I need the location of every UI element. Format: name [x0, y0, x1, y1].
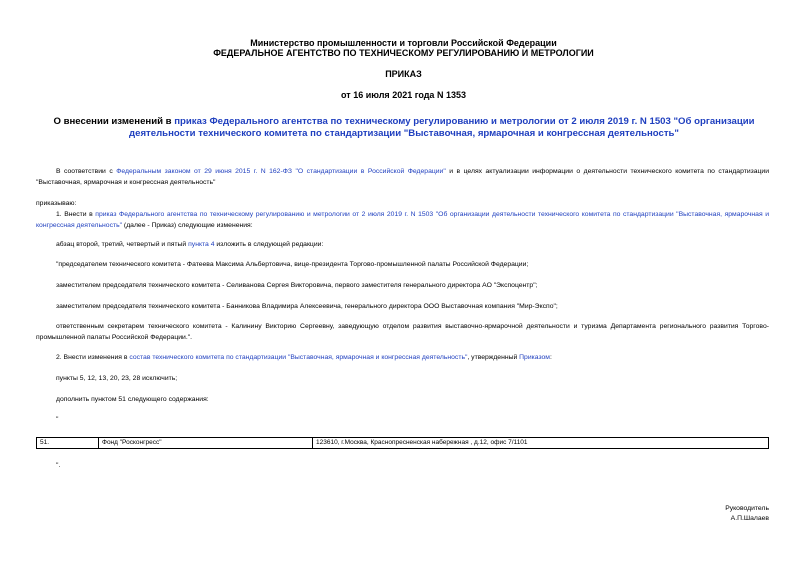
- row-address: 123610, г.Москва, Краснопресненская набережная , д.12, офис 7/1101: [316, 439, 528, 446]
- title-order-link[interactable]: приказ Федерального агентства по техническому регулированию и метрологии от 2 июля 2019 г. N 1503 "Об организации деятельности технического комитета по стандартизации "Выставочная, ярмарочная и конгрессная деятельность": [129, 116, 755, 139]
- item2-post: :: [549, 354, 552, 361]
- row-organization: Фонд "Росконгресс": [99, 438, 313, 448]
- item1-post: (далее - Приказ) следующие изменения:: [122, 222, 253, 229]
- intro-text-post: и в целях актуализации информации о деятельности технического комитета по стандартизации "Выставочная, ярмарочная и конгрессная деятельность": [36, 168, 769, 186]
- prikaz-link[interactable]: Приказом: [519, 354, 550, 361]
- quote-close: ".: [56, 462, 61, 469]
- add-paragraph: дополнить пунктом 51 следующего содержания:: [56, 396, 209, 403]
- exclude-paragraph: пункты 5, 12, 13, 20, 23, 28 исключить;: [56, 375, 178, 382]
- ministry-heading: Министерство промышленности и торговли Российской Федерации: [250, 38, 557, 48]
- federal-law-link[interactable]: Федеральным законом от 29 июня 2015 г. N 162-ФЗ "О стандартизации в Российской Федерации": [116, 168, 446, 175]
- secretary-paragraph: ответственным секретарем технического комитета - Калинину Викторию Сергеевну, заведующую отделом развития выставочно-ярмарочной деятельности и туризма Департамента регионального развития Торгово-промышленной палаты Российской Федерации.".: [36, 323, 769, 341]
- item1-pre: 1. Внести в: [56, 211, 96, 218]
- item-1: [36, 209, 769, 231]
- intro-text-pre: В соответствии с: [56, 168, 117, 175]
- doc-type: ПРИКАЗ: [385, 69, 422, 79]
- document-title: [30, 116, 778, 140]
- signature-name: А.П.Шалаев: [730, 515, 769, 522]
- agency-heading: ФЕДЕРАЛЬНОЕ АГЕНТСТВО ПО ТЕХНИЧЕСКОМУ РЕГУЛИРОВАНИЮ И МЕТРОЛОГИИ: [213, 48, 594, 58]
- item1-order-link[interactable]: приказ Федерального агентства по техническому регулированию и метрологии от 2 июля 2019 г. N 1503 "Об организации деятельности технического комитета по стандартизации "Выставочная, ярмарочная и конгрессная деятельность": [36, 211, 769, 229]
- date-number: от 16 июля 2021 года N 1353: [341, 90, 466, 100]
- deputy2-paragraph: заместителем председателя технического комитета - Банникова Владимира Алексеевича, генерального директора ООО Выставочная компания "Мир-Экспо";: [56, 303, 558, 310]
- para-post: изложить в следующей редакции:: [214, 241, 324, 248]
- committee-composition-link[interactable]: состав технического комитета по стандартизации "Выставочная, ярмарочная и конгрессная деятельность": [129, 354, 468, 361]
- item2-mid: , утвержденный: [467, 354, 520, 361]
- row-number: 51.: [37, 438, 99, 448]
- intro-paragraph: [36, 166, 769, 188]
- deputy1-paragraph: заместителем председателя технического комитета - Селиванова Сергея Викторовича, первого заместителя генерального директора АО "Экспоцентр";: [56, 282, 538, 289]
- title-prefix: О внесении изменений в: [53, 116, 175, 127]
- paragraph-change: [36, 239, 769, 250]
- signature-role: Руководитель: [725, 505, 769, 512]
- chair-paragraph: "председателем технического комитета - Фатеева Максима Альбертовича, вице-президента Торгово-промышленной палаты Российской Федерации;: [56, 261, 529, 268]
- quote-open: ": [56, 416, 59, 423]
- point-4-link[interactable]: пункта 4: [188, 241, 215, 248]
- item2-pre: 2. Внести изменения в: [56, 354, 130, 361]
- item-2: [36, 352, 769, 363]
- order-word: приказываю:: [36, 200, 77, 207]
- para-pre: абзац второй, третий, четвертый и пятый: [56, 241, 189, 248]
- table-row: [36, 437, 769, 449]
